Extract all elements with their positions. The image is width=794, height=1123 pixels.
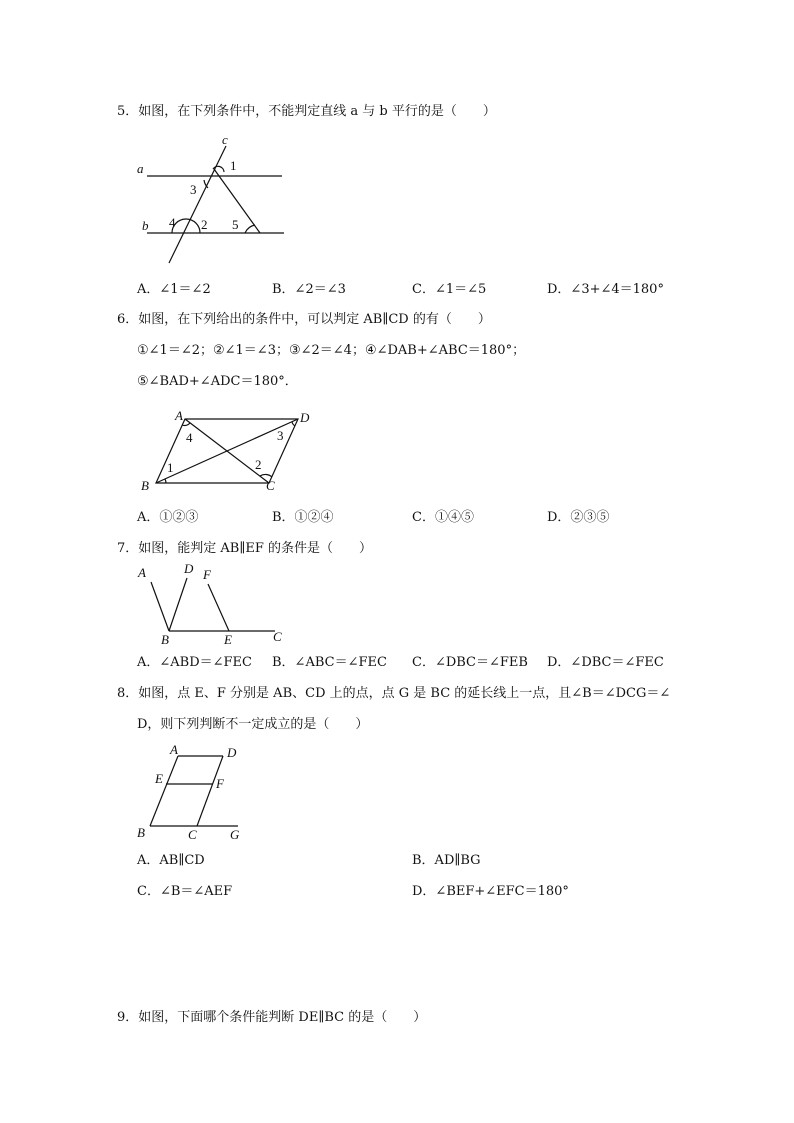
q7-figure bbox=[132, 560, 292, 646]
q6-option-d: D．②③⑤ bbox=[547, 510, 610, 525]
label-C: C bbox=[266, 478, 275, 493]
label-4: 4 bbox=[186, 430, 193, 445]
q5-option-c: C．∠1＝∠5 bbox=[412, 282, 487, 297]
q5-stem: 5．如图，在下列条件中，不能判定直线 a 与 b 平行的是（ ） bbox=[117, 104, 496, 119]
ray-ef bbox=[208, 584, 229, 631]
q7-option-b: B．∠ABC＝∠FEC bbox=[272, 655, 387, 670]
label-F: F bbox=[216, 776, 224, 791]
label-F: F bbox=[203, 567, 211, 582]
angle2-arc bbox=[260, 474, 272, 477]
q8-stem-line2: D，则下列判断不一定成立的是（ ） bbox=[137, 717, 369, 732]
label-B: B bbox=[161, 632, 169, 646]
q7-option-a: A．∠ABD＝∠FEC bbox=[137, 655, 252, 670]
q6-option-a: A．①②③ bbox=[137, 510, 199, 525]
line-c bbox=[169, 146, 226, 263]
q5-option-a: A．∠1＝∠2 bbox=[137, 282, 211, 297]
label-E: E bbox=[155, 771, 163, 786]
label-b: b bbox=[142, 218, 149, 233]
label-A: A bbox=[175, 408, 183, 423]
q6-option-c: C．①④⑤ bbox=[412, 510, 474, 525]
angle3-arc bbox=[292, 422, 295, 426]
label-D: D bbox=[300, 410, 310, 425]
q5-option-d: D．∠3+∠4＝180° bbox=[547, 282, 664, 297]
label-D: D bbox=[184, 561, 194, 576]
label-G: G bbox=[230, 827, 240, 842]
label-a: a bbox=[137, 161, 144, 176]
label-2: 2 bbox=[201, 217, 208, 232]
q7-stem: 7．如图，能判定 AB∥EF 的条件是（ ） bbox=[117, 541, 372, 556]
q8-figure bbox=[130, 740, 250, 844]
ray-ba bbox=[151, 582, 169, 631]
label-5: 5 bbox=[232, 217, 239, 232]
q8-stem-line1: 8．如图，点 E、F 分别是 AB、CD 上的点，点 G 是 BC 的延长线上一点，且∠B＝∠DCG＝∠ bbox=[117, 686, 671, 701]
label-c: c bbox=[222, 132, 228, 147]
label-E: E bbox=[224, 632, 232, 646]
label-4: 4 bbox=[169, 215, 176, 230]
q5-figure bbox=[130, 128, 300, 268]
q6-figure bbox=[135, 403, 325, 495]
angle-arc-4-2 bbox=[172, 219, 200, 233]
label-A: A bbox=[138, 565, 146, 580]
q8-option-a: A．AB∥CD bbox=[137, 853, 205, 868]
q8-option-b: B．AD∥BG bbox=[412, 853, 481, 868]
label-1: 1 bbox=[230, 158, 237, 173]
label-C: C bbox=[273, 629, 282, 644]
label-D: D bbox=[227, 745, 237, 760]
q6-conditions-line2: ⑤∠BAD+∠ADC＝180°． bbox=[137, 374, 298, 389]
q7-option-d: D．∠DBC＝∠FEC bbox=[547, 655, 664, 670]
label-1: 1 bbox=[167, 460, 174, 475]
angle1-arc bbox=[165, 479, 166, 483]
q8-option-c: C．∠B＝∠AEF bbox=[137, 884, 233, 899]
label-A: A bbox=[170, 742, 178, 757]
q9-stem: 9．如图，下面哪个条件能判断 DE∥BC 的是（ ） bbox=[117, 1010, 427, 1025]
q6-stem: 6．如图，在下列给出的条件中，可以判定 AB∥CD 的有（ ） bbox=[117, 312, 491, 327]
segment-ab bbox=[150, 756, 178, 826]
label-3: 3 bbox=[277, 428, 284, 443]
label-B: B bbox=[137, 825, 145, 840]
q6-conditions-line1: ①∠1＝∠2；②∠1＝∠3；③∠2＝∠4；④∠DAB+∠ABC＝180°； bbox=[137, 343, 526, 358]
ray-bd bbox=[169, 578, 187, 631]
label-C: C bbox=[188, 827, 197, 842]
label-3: 3 bbox=[190, 182, 197, 197]
q7-option-c: C．∠DBC＝∠FEB bbox=[412, 655, 528, 670]
label-B: B bbox=[141, 478, 149, 493]
q6-option-b: B．①②④ bbox=[272, 510, 334, 525]
segment-dc bbox=[197, 756, 223, 826]
label-2: 2 bbox=[255, 457, 262, 472]
q5-option-b: B．∠2＝∠3 bbox=[272, 282, 346, 297]
q8-option-d: D．∠BEF+∠EFC＝180° bbox=[412, 884, 569, 899]
angle5-arc bbox=[245, 225, 255, 233]
